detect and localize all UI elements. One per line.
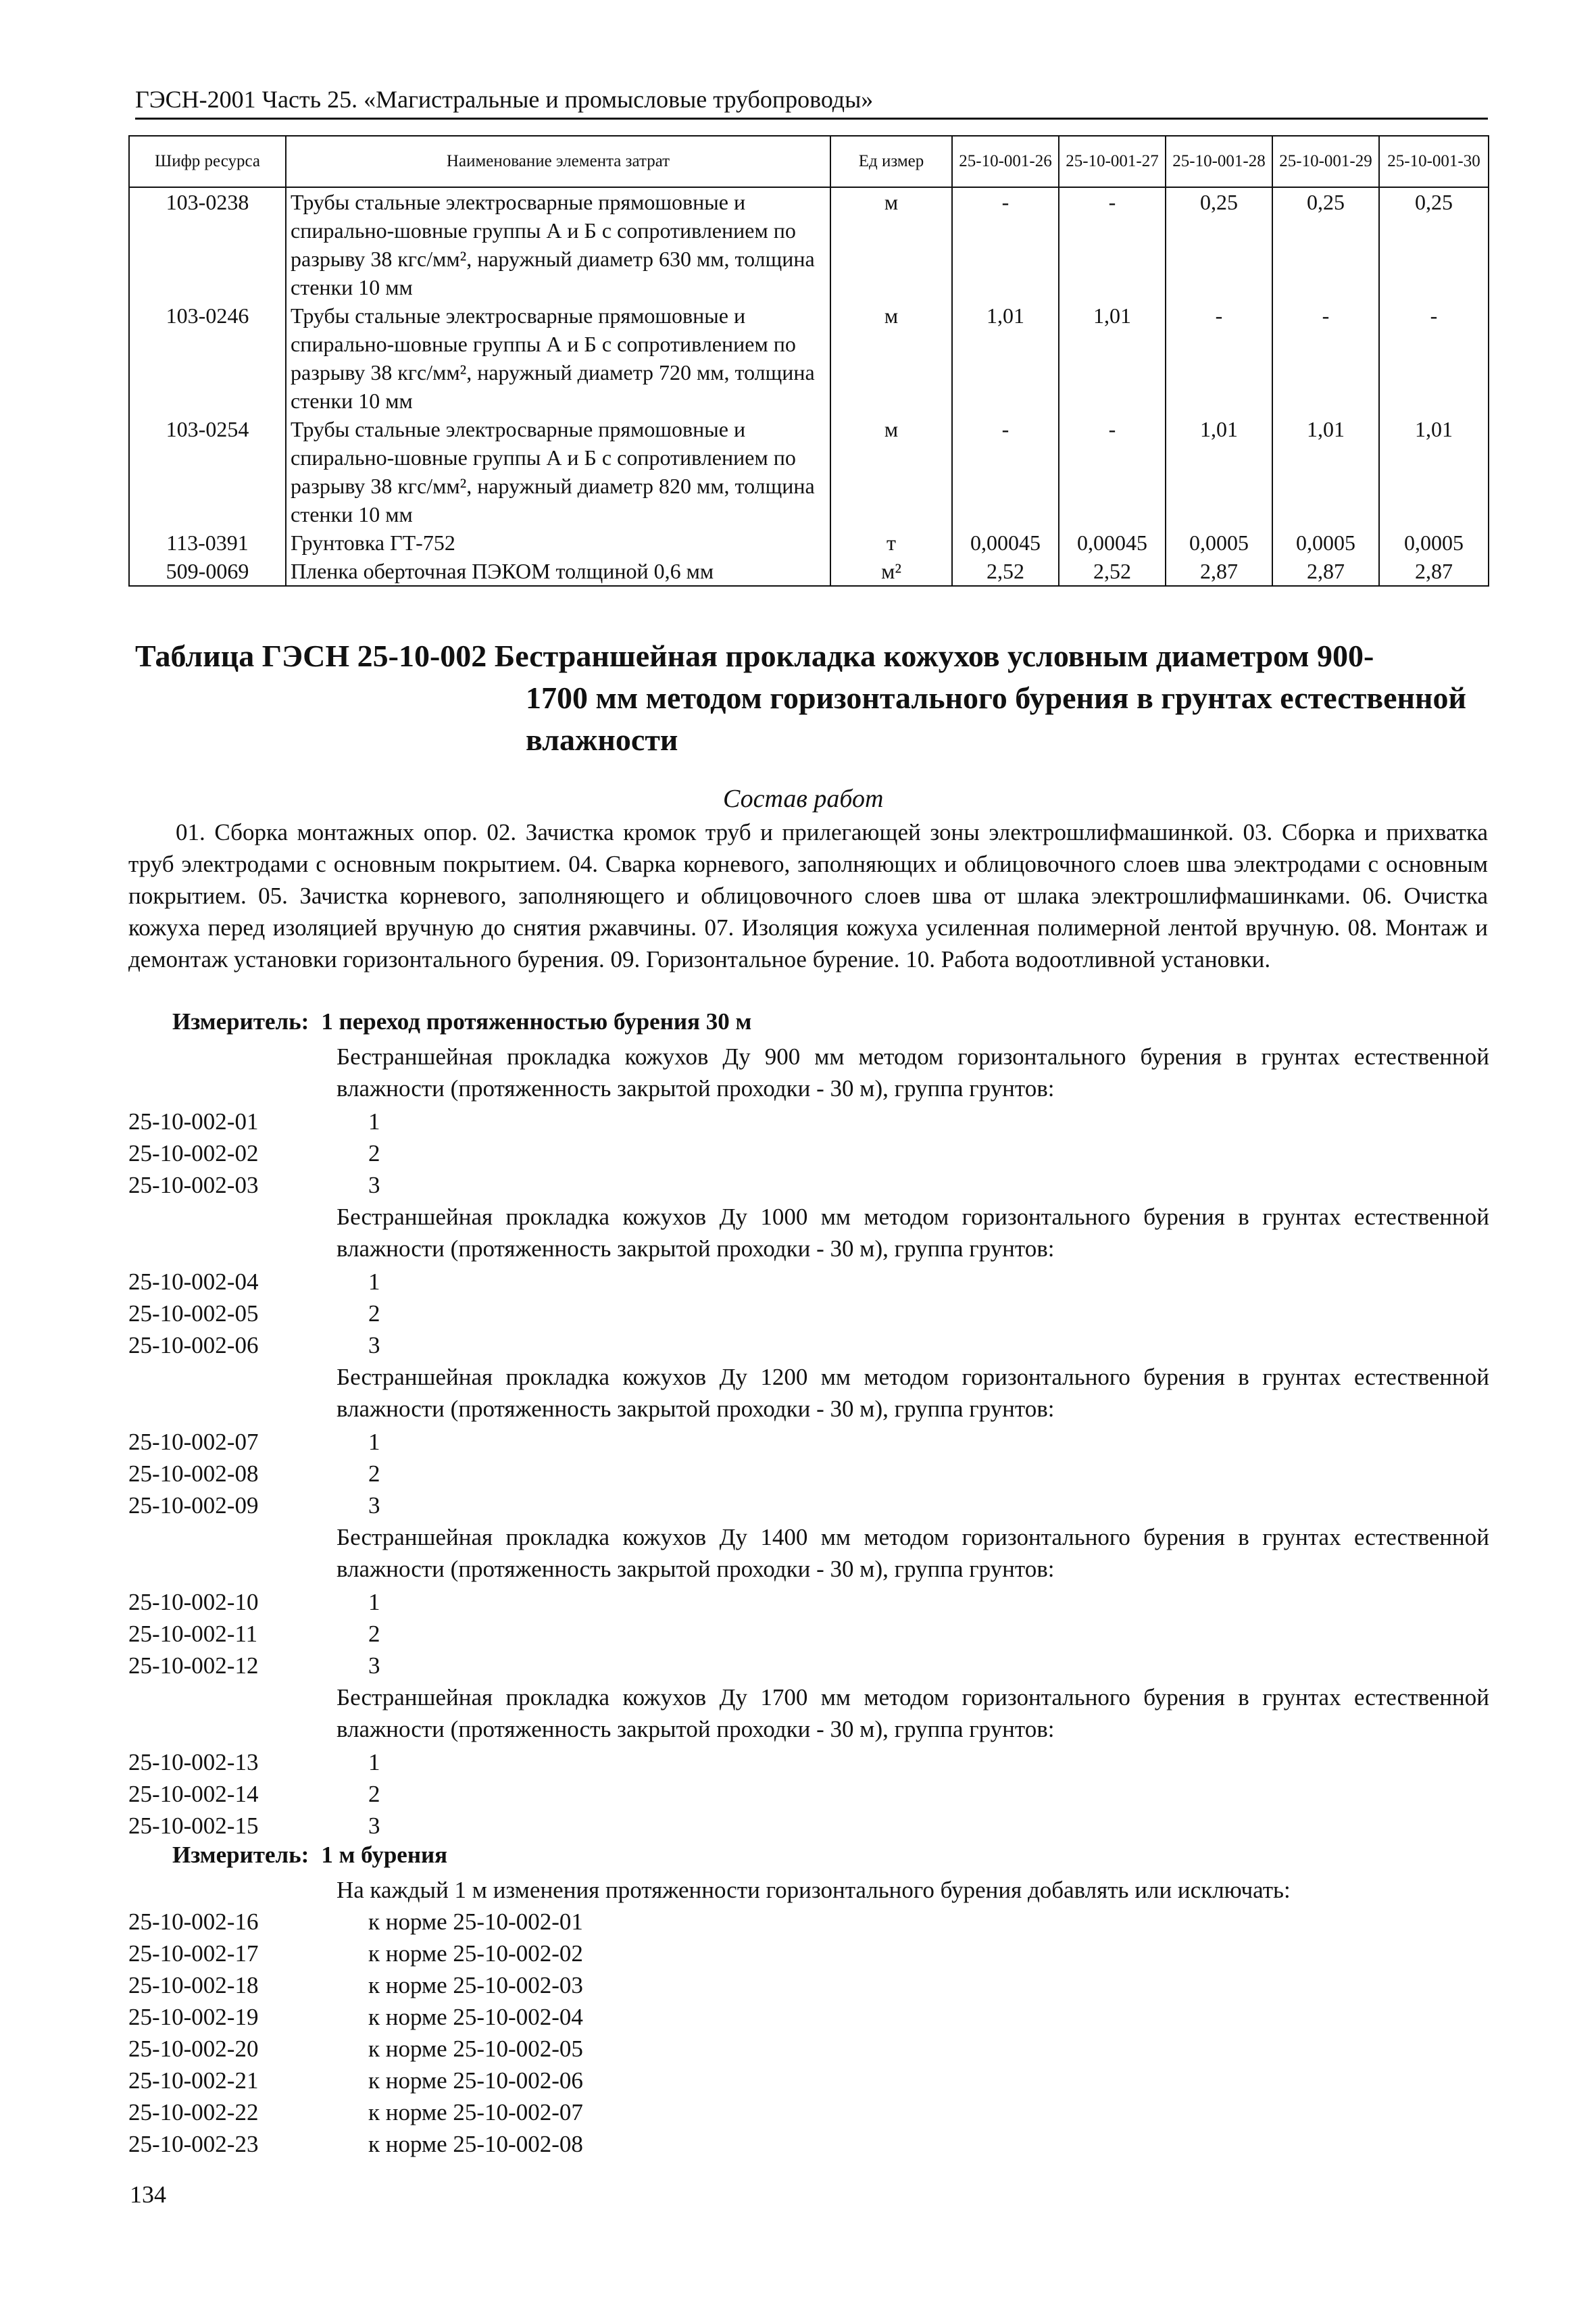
resource-value: - bbox=[1272, 301, 1379, 415]
soil-group: 2 bbox=[368, 1460, 380, 1487]
norm-reference: к норме 25-10-002-05 bbox=[368, 2036, 583, 2062]
norm-code: 25-10-002-03 bbox=[128, 1172, 259, 1198]
group-description: Бестраншейная прокладка кожухов Ду 1000 мм методом горизонтального бурения в грунтах естественной влажности (протяженность закрытой проходки - 30 м), группа грунтов: bbox=[336, 1204, 1489, 1262]
table-row bbox=[129, 557, 1489, 586]
col-header: 25-10-001-28 bbox=[1166, 136, 1272, 187]
resource-value: 2,87 bbox=[1272, 557, 1379, 586]
resource-name: Трубы стальные электросварные прямошовные и спирально-шовные группы А и Б с сопротивлением по разрыву 38 кгс/мм², наружный диаметр 820 мм, толщина стенки 10 мм bbox=[286, 415, 830, 528]
resource-value: - bbox=[1379, 301, 1489, 415]
table-row bbox=[129, 415, 1489, 528]
norm-code: 25-10-002-23 bbox=[128, 2131, 259, 2157]
resource-value: - bbox=[952, 415, 1059, 528]
resource-code: 103-0238 bbox=[129, 187, 286, 301]
norm-code: 25-10-002-02 bbox=[128, 1140, 259, 1166]
resource-value: 0,25 bbox=[1379, 187, 1489, 301]
norm-reference: к норме 25-10-002-07 bbox=[368, 2099, 583, 2125]
table-header-row bbox=[129, 136, 1489, 187]
resource-value: - bbox=[952, 187, 1059, 301]
norm-code: 25-10-002-08 bbox=[128, 1460, 259, 1487]
resource-value: 1,01 bbox=[952, 301, 1059, 415]
soil-group: 1 bbox=[368, 1269, 380, 1295]
resource-value: 2,52 bbox=[952, 557, 1059, 586]
norm-code: 25-10-002-07 bbox=[128, 1429, 259, 1455]
table-row bbox=[129, 187, 1489, 301]
soil-group: 1 bbox=[368, 1108, 380, 1135]
resource-value: 1,01 bbox=[1379, 415, 1489, 528]
norm-code: 25-10-002-04 bbox=[128, 1269, 259, 1295]
soil-group: 3 bbox=[368, 1652, 380, 1679]
works-heading: Состав работ bbox=[723, 785, 884, 813]
col-header: 25-10-001-29 bbox=[1272, 136, 1379, 187]
resource-code: 509-0069 bbox=[129, 557, 286, 586]
running-header: ГЭСН-2001 Часть 25. «Магистральные и промысловые трубопроводы» bbox=[135, 84, 1488, 120]
table-row bbox=[129, 301, 1489, 415]
measure-label: Измеритель: bbox=[172, 1842, 309, 1868]
soil-group: 1 bbox=[368, 1749, 380, 1775]
resource-name: Трубы стальные электросварные прямошовные и спирально-шовные группы А и Б с сопротивлением по разрыву 38 кгс/мм², наружный диаметр 630 мм, толщина стенки 10 мм bbox=[286, 187, 830, 301]
norm-code: 25-10-002-01 bbox=[128, 1108, 259, 1135]
col-header: 25-10-001-27 bbox=[1059, 136, 1166, 187]
soil-group: 3 bbox=[368, 1813, 380, 1839]
resource-value: 1,01 bbox=[1059, 301, 1166, 415]
resource-value: 1,01 bbox=[1272, 415, 1379, 528]
resource-value: - bbox=[1059, 415, 1166, 528]
resource-value: 0,00045 bbox=[952, 528, 1059, 557]
resource-code: 103-0246 bbox=[129, 301, 286, 415]
group-description: Бестраншейная прокладка кожухов Ду 1400 мм методом горизонтального бурения в грунтах естественной влажности (протяженность закрытой проходки - 30 м), группа грунтов: bbox=[336, 1524, 1489, 1582]
soil-group: 2 bbox=[368, 1140, 380, 1166]
group-description: Бестраншейная прокладка кожухов Ду 1200 мм методом горизонтального бурения в грунтах естественной влажности (протяженность закрытой проходки - 30 м), группа грунтов: bbox=[336, 1364, 1489, 1422]
measure-value: 1 переход протяженностью бурения 30 м bbox=[321, 1008, 752, 1035]
norm-reference: к норме 25-10-002-02 bbox=[368, 1940, 583, 1967]
addon-description: На каждый 1 м изменения протяженности горизонтального бурения добавлять или исключать: bbox=[336, 1877, 1291, 1903]
soil-group: 3 bbox=[368, 1332, 380, 1358]
norm-code: 25-10-002-16 bbox=[128, 1909, 259, 1935]
resource-name: Пленка оберточная ПЭКОМ толщиной 0,6 мм bbox=[286, 557, 830, 586]
soil-group: 2 bbox=[368, 1781, 380, 1807]
norm-code: 25-10-002-20 bbox=[128, 2036, 259, 2062]
table-title bbox=[135, 635, 1487, 761]
resource-name: Трубы стальные электросварные прямошовные и спирально-шовные группы А и Б с сопротивлением по разрыву 38 кгс/мм², наружный диаметр 720 мм, толщина стенки 10 мм bbox=[286, 301, 830, 415]
resource-value: 0,0005 bbox=[1166, 528, 1272, 557]
resource-value: - bbox=[1166, 301, 1272, 415]
works-text: 01. Сборка монтажных опор. 02. Зачистка кромок труб и прилегающей зоны электрошлифмашинкой. 03. Сборка и прихватка труб электродами с основным покрытием. 04. Сварка корневого, заполняющих и облицовочного слоев шва электродами с основным покрытием. 05. Зачистка корневого, заполняющего и облицовочного слоев шва от шлака электрошлифмашинками. 06. Очистка кожуха перед изоляцией вручную до снятия ржавчины. 07. Изоляция кожуха усиленная полимерной лентой вручную. 08. Монтаж и демонтаж установки горизонтального бурения. 09. Горизонтальное бурение. 10. Работа водоотливной установки. bbox=[128, 819, 1488, 973]
soil-group: 2 bbox=[368, 1300, 380, 1327]
measure-1 bbox=[172, 1008, 751, 1035]
soil-group: 1 bbox=[368, 1429, 380, 1455]
norm-code: 25-10-002-05 bbox=[128, 1300, 259, 1327]
soil-group: 3 bbox=[368, 1172, 380, 1198]
soil-group: 2 bbox=[368, 1621, 380, 1647]
norm-code: 25-10-002-19 bbox=[128, 2004, 259, 2030]
resource-value: 0,0005 bbox=[1379, 528, 1489, 557]
resource-unit: м bbox=[830, 301, 952, 415]
norm-code: 25-10-002-11 bbox=[128, 1621, 258, 1647]
resource-name: Грунтовка ГТ-752 bbox=[286, 528, 830, 557]
resource-unit: м² bbox=[830, 557, 952, 586]
norm-code: 25-10-002-22 bbox=[128, 2099, 259, 2125]
resource-unit: т bbox=[830, 528, 952, 557]
resource-code: 113-0391 bbox=[129, 528, 286, 557]
resource-value: 2,52 bbox=[1059, 557, 1166, 586]
table-title-line2: 1700 мм методом горизонтального бурения в грунтах естественной влажности bbox=[526, 681, 1467, 757]
resource-value: 2,87 bbox=[1379, 557, 1489, 586]
resource-value: 0,25 bbox=[1272, 187, 1379, 301]
norm-code: 25-10-002-06 bbox=[128, 1332, 259, 1358]
measure-value: 1 м бурения bbox=[321, 1842, 448, 1868]
col-header: Ед измер bbox=[830, 136, 952, 187]
col-header: 25-10-001-30 bbox=[1379, 136, 1489, 187]
measure-label: Измеритель: bbox=[172, 1008, 309, 1035]
resource-table bbox=[128, 135, 1489, 587]
norm-code: 25-10-002-12 bbox=[128, 1652, 259, 1679]
resource-code: 103-0254 bbox=[129, 415, 286, 528]
norm-code: 25-10-002-13 bbox=[128, 1749, 259, 1775]
norm-code: 25-10-002-10 bbox=[128, 1589, 259, 1615]
page-number: 134 bbox=[130, 2181, 166, 2208]
group-description: Бестраншейная прокладка кожухов Ду 900 мм методом горизонтального бурения в грунтах естественной влажности (протяженность закрытой проходки - 30 м), группа грунтов: bbox=[336, 1043, 1489, 1102]
col-header: Шифр ресурса bbox=[129, 136, 286, 187]
col-header: 25-10-001-26 bbox=[952, 136, 1059, 187]
resource-value: 0,0005 bbox=[1272, 528, 1379, 557]
norm-code: 25-10-002-21 bbox=[128, 2067, 259, 2094]
resource-value: 0,00045 bbox=[1059, 528, 1166, 557]
norm-code: 25-10-002-17 bbox=[128, 1940, 259, 1967]
resource-value: 0,25 bbox=[1166, 187, 1272, 301]
measure-2 bbox=[172, 1842, 447, 1869]
group-description: Бестраншейная прокладка кожухов Ду 1700 мм методом горизонтального бурения в грунтах естественной влажности (протяженность закрытой проходки - 30 м), группа грунтов: bbox=[336, 1684, 1489, 1742]
table-title-line1: Таблица ГЭСН 25-10-002 Бестраншейная прокладка кожухов условным диаметром 900- bbox=[135, 639, 1374, 673]
soil-group: 3 bbox=[368, 1492, 380, 1519]
norm-code: 25-10-002-14 bbox=[128, 1781, 259, 1807]
norm-reference: к норме 25-10-002-06 bbox=[368, 2067, 583, 2094]
norm-code: 25-10-002-09 bbox=[128, 1492, 259, 1519]
norm-reference: к норме 25-10-002-08 bbox=[368, 2131, 583, 2157]
resource-unit: м bbox=[830, 187, 952, 301]
norm-reference: к норме 25-10-002-04 bbox=[368, 2004, 583, 2030]
resource-value: - bbox=[1059, 187, 1166, 301]
resource-unit: м bbox=[830, 415, 952, 528]
norm-code: 25-10-002-15 bbox=[128, 1813, 259, 1839]
norm-code: 25-10-002-18 bbox=[128, 1972, 259, 1998]
norm-reference: к норме 25-10-002-01 bbox=[368, 1909, 583, 1935]
resource-value: 2,87 bbox=[1166, 557, 1272, 586]
norm-reference: к норме 25-10-002-03 bbox=[368, 1972, 583, 1998]
col-header: Наименование элемента затрат bbox=[286, 136, 830, 187]
resource-value: 1,01 bbox=[1166, 415, 1272, 528]
soil-group: 1 bbox=[368, 1589, 380, 1615]
table-row bbox=[129, 528, 1489, 557]
